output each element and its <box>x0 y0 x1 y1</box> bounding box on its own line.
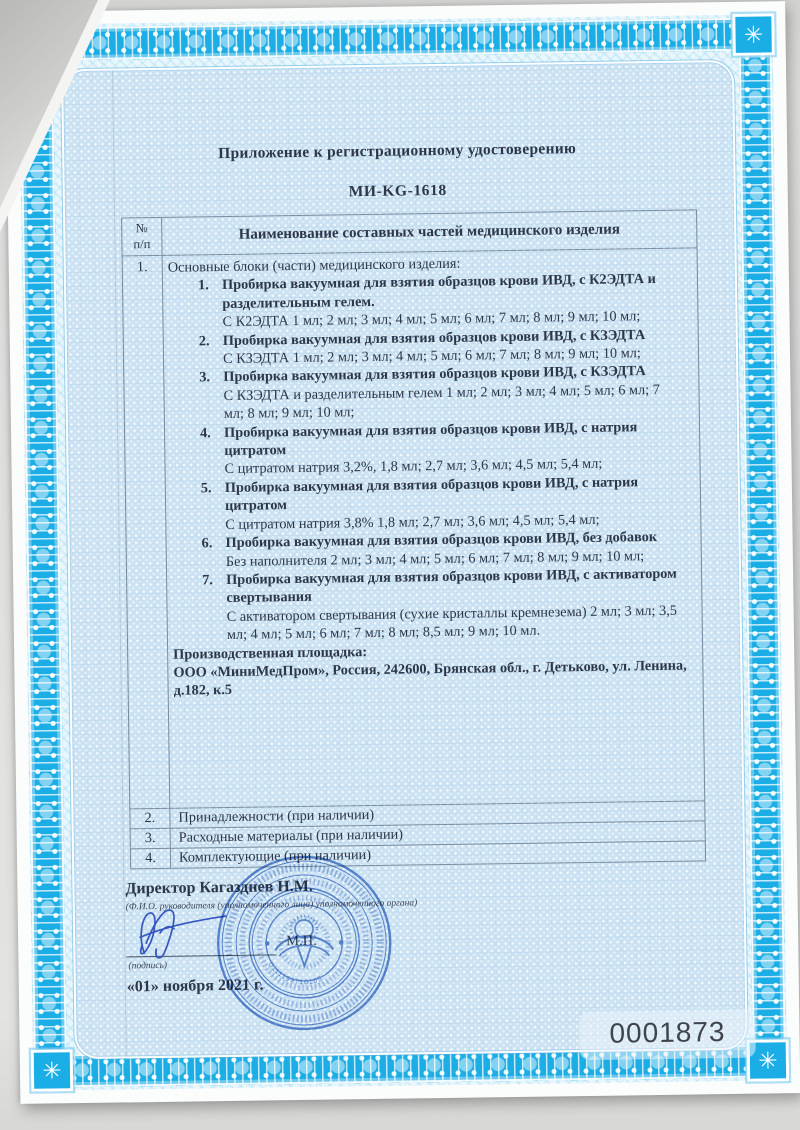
item-detail: С активатором свертывания (сухие кристаллы кремнезема) 2 мл; 3 мл; 3,5 мл; 4 мл; 5 мл; 6 мл; 7 мл; 8 мл; 8,5 мл; 9 мл; 10 мл. <box>226 602 678 644</box>
item-title: Пробирка вакуумная для взятия образцов крови ИВД, с КЗЭДТА <box>223 363 646 386</box>
item-number: 3. <box>199 369 211 386</box>
director-note: (Ф.И.О. руководителя (уполномоченного лица) уполномоченного органа) <box>125 898 418 913</box>
item-detail: С цитратом натрия 3,2%, 1,8 мл; 2,7 мл; 3,6 мл; 4,5 мл; 5,4 мл; <box>224 456 603 478</box>
registration-number: МИ-KG-1618 <box>348 181 447 201</box>
list-item <box>198 270 692 332</box>
row1-intro: Основные блоки (части) медицинского изделия: <box>167 255 461 276</box>
corner-glyph: ✳ <box>758 1047 778 1074</box>
item-detail: С К2ЭДТА 1 мл; 2 мл; 3 мл; 4 мл; 5 мл; 6 мл; 7 мл; 8 мл; 9 мл; 10 мл; <box>222 308 641 331</box>
item-number: 1. <box>197 277 209 294</box>
item-detail: Без наполнителя 2 мл; 3 мл; 4 мл; 5 мл; 6 мл; 7 мл; 8 мл; 9 мл; 10 мл; <box>225 547 645 570</box>
item-detail: С КЗЭДТА 1 мл; 2 мл; 3 мл; 4 мл; 5 мл; 6 мл; 7 мл; 8 мл; 9 мл; 10 мл; <box>222 345 641 368</box>
header-num-line2: п/п <box>133 236 151 251</box>
item-detail: С КЗЭДТА и разделительным гелем 1 мл; 2 мл; 3 мл; 4 мл; 5 мл; 6 мл; 7 мл; 8 мл; 9 мл; 10 мл; <box>223 381 660 423</box>
row-label: Принадлежности (при наличии) <box>178 806 375 826</box>
list-item <box>201 472 695 534</box>
table-row <box>123 247 705 808</box>
item-title: Пробирка вакуумная для взятия образцов крови ИВД, с натрия цитратом <box>224 474 639 515</box>
header-num-line1: № <box>135 221 148 236</box>
item-number: 5. <box>200 480 212 497</box>
page-title: Приложение к регистрационному удостоверению <box>218 140 577 163</box>
document-date: «01» ноября 2021 г. <box>126 976 264 996</box>
serial-number: 0001873 <box>609 1016 726 1049</box>
item-number: 2. <box>198 332 210 349</box>
item-title: Пробирка вакуумная для взятия образцов крови ИВД, с натрия цитратом <box>223 418 638 460</box>
list-item <box>200 417 694 479</box>
row-content <box>163 248 705 807</box>
item-title: Пробирка вакуумная для взятия образцов крови ИВД, с активатором свертывания <box>226 565 677 607</box>
item-title: Пробирка вакуумная для взятия образцов крови ИВД, без добавок <box>225 529 658 552</box>
list-item <box>202 564 696 645</box>
header-col-name: Наименование составных частей медицинского изделия <box>238 221 621 243</box>
production-site-value: ООО «МиниМедПром», Россия, 242600, Брянская обл., г. Детьково, ул. Ленина, д.182, к.5 <box>173 657 687 700</box>
item-title: Пробирка вакуумная для взятия образцов крови ИВД, с КЗЭДТА <box>222 326 646 349</box>
stamp-code: 0111199710105 <box>266 961 325 987</box>
row-number: 3. <box>131 829 171 849</box>
official-stamp <box>214 853 394 1033</box>
corner-ornament-icon <box>31 1049 74 1092</box>
row-number: 4. <box>131 849 171 869</box>
row-number: 2. <box>130 809 170 829</box>
item-title: Пробирка вакуумная для взятия образцов крови ИВД, с К2ЭДТА и разделительным гелем. <box>221 271 656 312</box>
item-number: 4. <box>199 424 211 442</box>
stamp-place-label: М.П. <box>286 932 317 950</box>
director-name: Директор Кагазднев Н.М. <box>125 877 313 898</box>
item-detail: С цитратом натрия 3,8% 1,8 мл; 2,7 мл; 3,6 мл; 4,5 мл; 5,4 мл; <box>225 511 600 533</box>
row-label: Комплектующие (при наличии) <box>178 847 372 866</box>
item-number: 7. <box>202 572 213 589</box>
corner-glyph: ✳ <box>743 21 764 48</box>
signature-note: (подпись) <box>128 960 168 972</box>
production-site-label: Производственная площадка: <box>173 643 368 663</box>
list-item <box>199 362 693 424</box>
row-label: Расходные материалы (при наличии) <box>178 826 404 846</box>
header-col-num <box>122 218 163 256</box>
corner-glyph: ✳ <box>42 1057 62 1084</box>
item-number: 6. <box>201 535 213 552</box>
certificate-page <box>5 1 800 1104</box>
component-list <box>198 270 696 645</box>
row-number: 1. <box>123 256 171 809</box>
corner-ornament-icon <box>732 13 775 56</box>
components-table <box>121 209 706 869</box>
